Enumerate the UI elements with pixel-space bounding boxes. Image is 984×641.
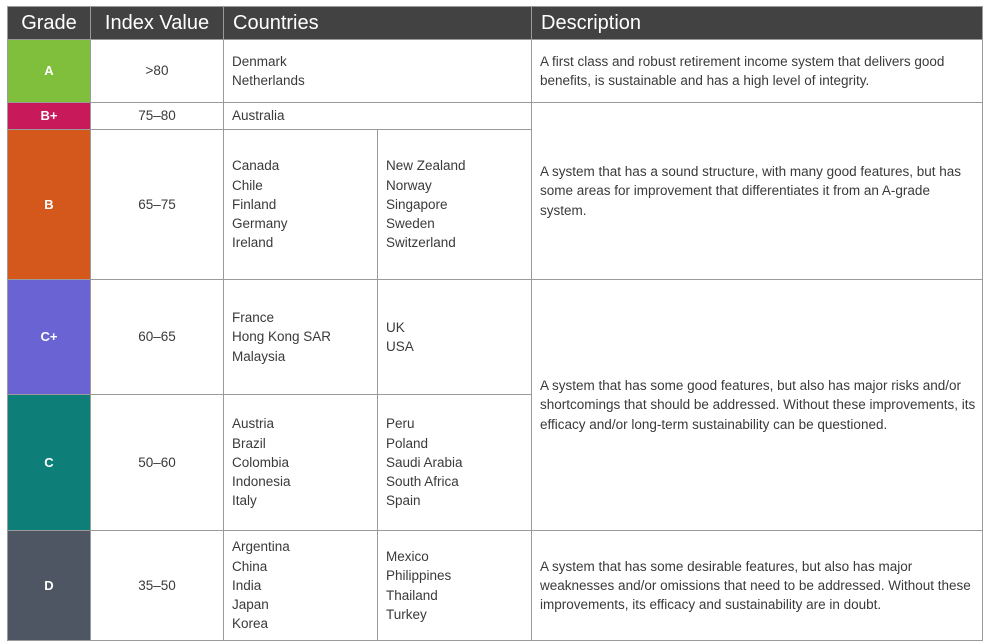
- countries-cell: [224, 40, 532, 103]
- country-name: Chile: [232, 177, 263, 193]
- country-name: Hong Kong SAR: [232, 329, 332, 345]
- country-name: Indonesia: [232, 474, 291, 490]
- country-name: Japan: [232, 597, 269, 613]
- index-value-column-header: Index Value: [91, 7, 224, 40]
- grade-badge: B+: [8, 103, 91, 130]
- country-name: Italy: [232, 493, 257, 509]
- description-cell: A system that has some desirable features, but also has major weaknesses and/or omissions that need to be addressed. Without these improvements, its efficacy and sustainability are in doubt.: [532, 531, 983, 641]
- countries-cell: [224, 395, 378, 531]
- countries-cell: [378, 130, 532, 280]
- country-name: Netherlands: [232, 73, 305, 88]
- index-value: 50–60: [91, 395, 224, 531]
- country-name: Philippines: [386, 568, 452, 584]
- country-name: Spain: [386, 493, 421, 509]
- table-header-row: [8, 7, 983, 40]
- countries-cell: [378, 531, 532, 641]
- grade-badge: C: [8, 395, 91, 531]
- country-name: Turkey: [386, 606, 427, 622]
- countries-cell: [224, 130, 378, 280]
- countries-cell: [378, 395, 532, 531]
- country-name: Finland: [232, 196, 277, 212]
- grade-column-header: Grade: [8, 7, 91, 40]
- grade-badge: D: [8, 531, 91, 641]
- description-column-header: Description: [532, 7, 983, 40]
- country-name: Argentina: [232, 539, 290, 555]
- country-name: Switzerland: [386, 235, 456, 251]
- country-name: Peru: [386, 416, 415, 432]
- country-name: Colombia: [232, 454, 290, 470]
- description-cell: A system that has some good features, but also has major risks and/or shortcomings that should be addressed. Without these improvements, its efficacy and/or long-term sustainability can be questioned.: [532, 280, 983, 531]
- index-value: 60–65: [91, 280, 224, 395]
- countries-cell: [224, 531, 378, 641]
- country-name: South Africa: [386, 474, 459, 490]
- table-row: [8, 103, 983, 130]
- country-name: UK: [386, 319, 405, 335]
- grade-badge: A: [8, 40, 91, 103]
- country-name: Germany: [232, 216, 288, 232]
- country-name: India: [232, 577, 262, 593]
- index-value: >80: [91, 40, 224, 103]
- description-cell: A first class and robust retirement income system that delivers good benefits, is sustainable and has a high level of integrity.: [532, 40, 983, 103]
- countries-cell: [378, 280, 532, 395]
- countries-cell: [224, 103, 532, 130]
- country-name: Poland: [386, 435, 429, 451]
- index-value: 75–80: [91, 103, 224, 130]
- country-name: Saudi Arabia: [386, 454, 463, 470]
- table-row: [8, 531, 983, 641]
- grade-badge: B: [8, 130, 91, 280]
- index-value: 35–50: [91, 531, 224, 641]
- country-name: Norway: [386, 177, 432, 193]
- countries-column-header: Countries: [224, 7, 532, 40]
- grades-table: [7, 6, 983, 641]
- country-name: Austria: [232, 416, 275, 432]
- grade-badge: C+: [8, 280, 91, 395]
- country-name: Thailand: [386, 587, 438, 603]
- country-name: New Zealand: [386, 158, 466, 174]
- country-name: Ireland: [232, 235, 274, 251]
- table-row: [8, 40, 983, 103]
- country-name: Australia: [232, 108, 285, 124]
- country-name: USA: [386, 339, 414, 354]
- country-name: Sweden: [386, 216, 435, 232]
- description-cell: A system that has a sound structure, with many good features, but has some areas for improvement that differentiates it from an A-grade system.: [532, 103, 983, 280]
- country-name: Mexico: [386, 548, 429, 564]
- country-name: Brazil: [232, 435, 266, 451]
- index-value: 65–75: [91, 130, 224, 280]
- country-name: France: [232, 310, 275, 326]
- table-row: [8, 280, 983, 395]
- country-name: Denmark: [232, 53, 287, 69]
- country-name: Canada: [232, 158, 280, 174]
- country-name: China: [232, 558, 268, 574]
- country-name: Singapore: [386, 196, 448, 212]
- country-name: Korea: [232, 616, 269, 632]
- country-name: Malaysia: [232, 348, 286, 364]
- countries-cell: [224, 280, 378, 395]
